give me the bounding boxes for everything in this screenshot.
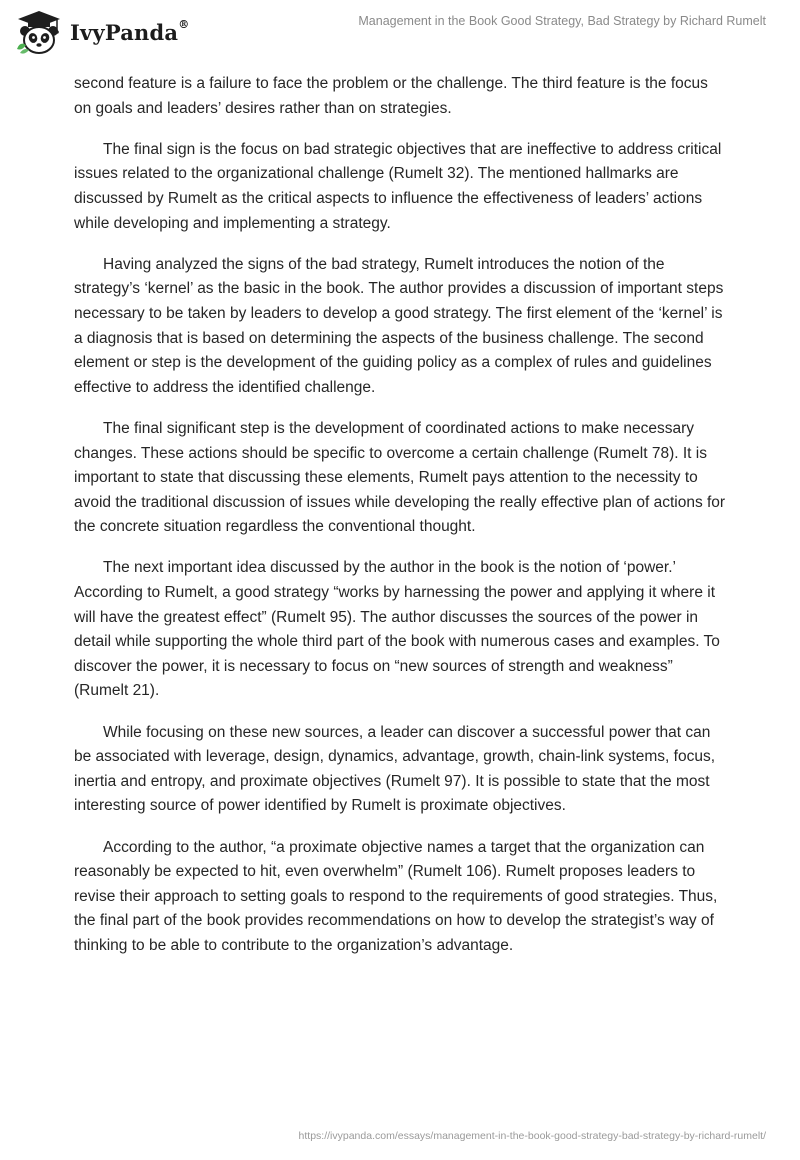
panda-graduate-icon <box>14 9 64 55</box>
paragraph-6: While focusing on these new sources, a leader can discover a successful power that can be associated with leverage, design, dynamics, advantage, growth, chain-link systems, focus, inertia and entropy, and proximate objectives (Rumelt 97). It is possible to state that the most interesting source of power identified by Rumelt is proximate objectives. <box>74 723 715 815</box>
essay-body <box>74 72 726 975</box>
brand-name: IvyPanda® <box>70 17 190 45</box>
page-header <box>0 0 800 64</box>
source-url-link[interactable]: https://ivypanda.com/essays/management-in-the-book-good-strategy-bad-strategy-by-richard-rumelt/ <box>298 1130 766 1142</box>
paragraph-1: second feature is a failure to face the problem or the challenge. The third feature is the focus on goals and leaders’ desires rather than on strategies. <box>74 75 708 117</box>
ivypanda-logo[interactable] <box>14 8 189 56</box>
paragraph-2: The final sign is the focus on bad strategic objectives that are ineffective to address critical issues related to the organizational challenge (Rumelt 32). The mentioned hallmarks are discussed by Rumelt as the critical aspects to influence the effectiveness of leaders’ actions while developing and implementing a strategy. <box>74 140 722 232</box>
paragraph-4: The final significant step is the development of coordinated actions to make necessary changes. These actions should be specific to overcome a certain challenge (Rumelt 78). It is important to state that discussing these elements, Rumelt pays attention to the necessity to avoid the traditional discussion of issues while developing the really effective plan of actions for the concrete situation regardless the conventional thought. <box>74 419 726 536</box>
paragraph-3: Having analyzed the signs of the bad strategy, Rumelt introduces the notion of the strategy’s ‘kernel’ as the basic in the book. The author provides a discussion of important steps necessary to be taken by leaders to develop a good strategy. The first element of the ‘kernel’ is a diagnosis that is based on determining the aspects of the business challenge. The second element or step is the development of the guiding policy as a complex of rules and guidelines effective to address the identified challenge. <box>74 255 724 396</box>
document-title: Management in the Book Good Strategy, Bad Strategy by Richard Rumelt <box>358 14 766 28</box>
paragraph-7: According to the author, “a proximate objective names a target that the organization can reasonably be expected to hit, even overwhelm” (Rumelt 106). Rumelt proposes leaders to revise their approach to setting goals to respond to the requirements of good strategies. Thus, the final part of the book provides recommendations on how to develop the strategist’s way of thinking to be able to contribute to the organization’s advantage. <box>74 838 718 954</box>
paragraph-5: The next important idea discussed by the author in the book is the notion of ‘power.’ According to Rumelt, a good strategy “works by harnessing the power and applying it where it will have the greatest effect” (Rumelt 95). The author discusses the sources of the power in detail while supporting the whole third part of the book with numerous cases and examples. To discover the power, it is necessary to focus on “new sources of strength and weakness” (Rumelt 21). <box>74 559 720 700</box>
registered-mark: ® <box>178 17 190 31</box>
